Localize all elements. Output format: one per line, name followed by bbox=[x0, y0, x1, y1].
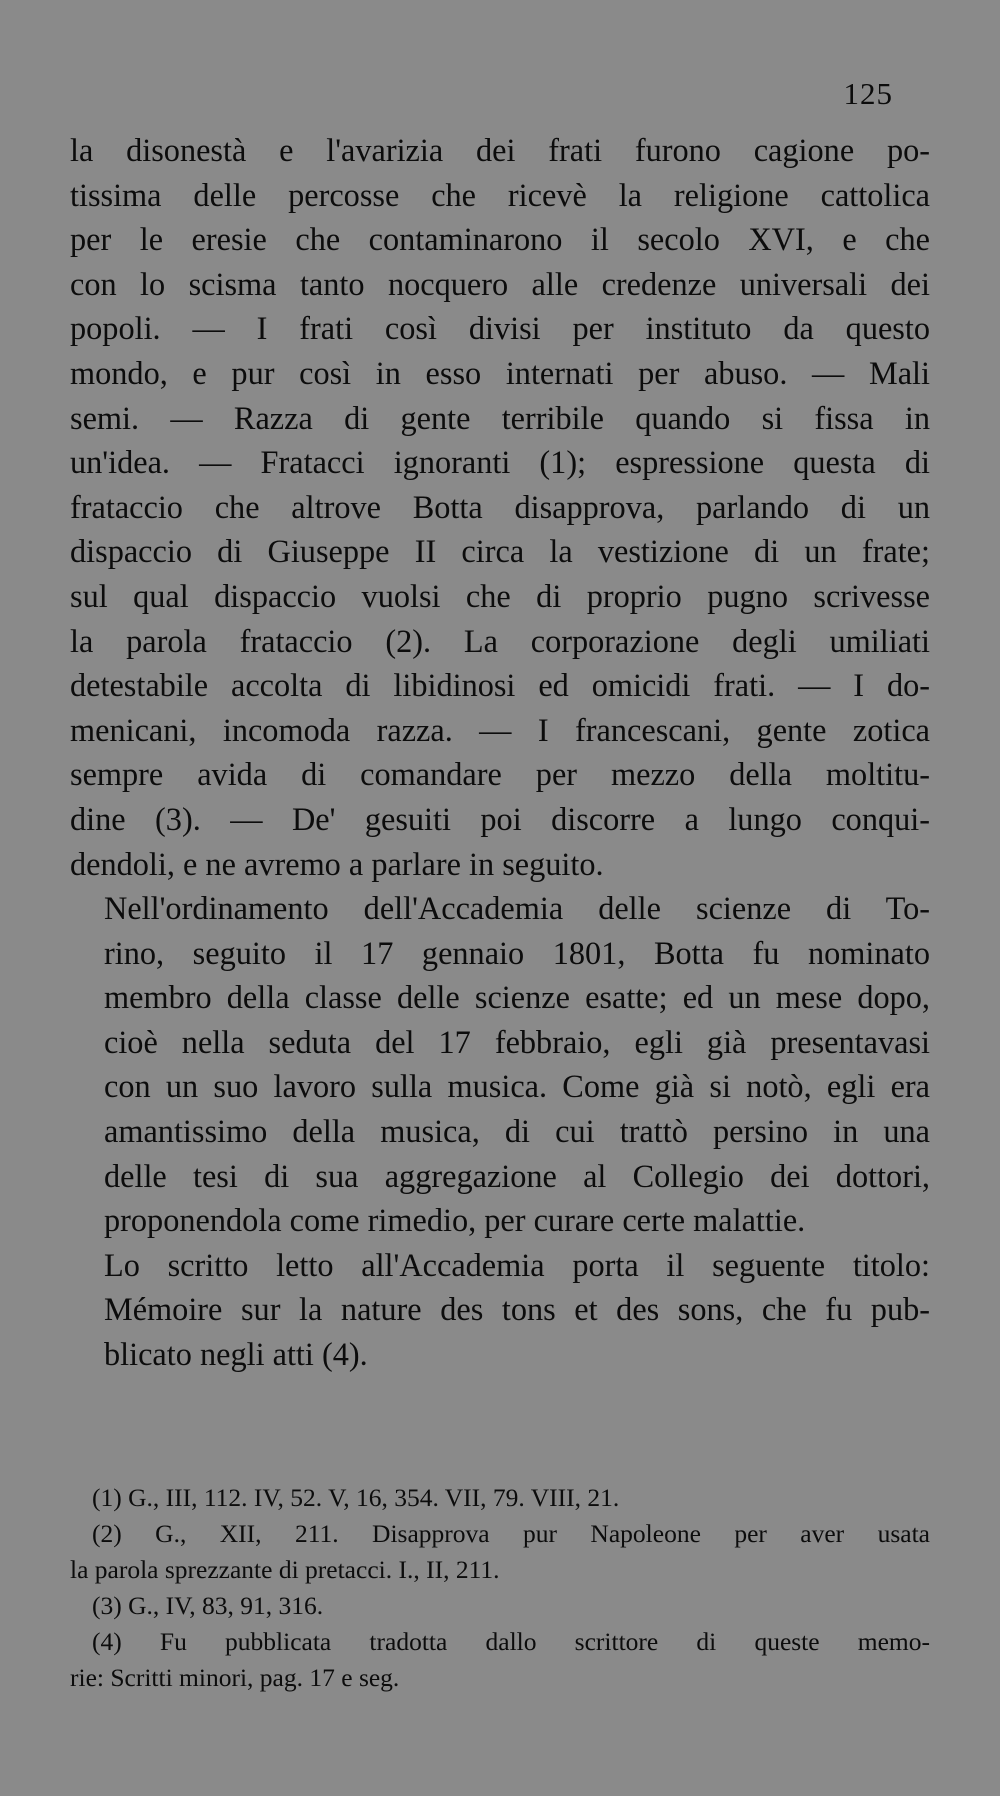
footnote-line: (3) G., IV, 83, 91, 316. bbox=[92, 1591, 324, 1620]
text-line: con un suo lavoro sulla musica. Come già si notò, egli era bbox=[104, 1068, 930, 1105]
text-line: popoli. — I frati così divisi per instituto da questo bbox=[70, 310, 930, 347]
text-line: un'idea. — Fratacci ignoranti (1); espressione questa di bbox=[70, 444, 930, 481]
footnote-4 bbox=[70, 1624, 930, 1696]
footnote-line: (2) G., XII, 211. Disapprova pur Napoleone per aver usata bbox=[92, 1519, 930, 1548]
text-line: rino, seguito il 17 gennaio 1801, Botta fu nominato bbox=[104, 934, 930, 971]
text-line: amantissimo della musica, di cui trattò persino in una bbox=[104, 1113, 930, 1150]
text-line: semi. — Razza di gente terribile quando si fissa in bbox=[70, 399, 930, 436]
text-line: dendoli, e ne avremo a parlare in seguito. bbox=[70, 845, 604, 882]
footnote-1 bbox=[70, 1480, 930, 1516]
footnote-line: (1) G., III, 112. IV, 52. V, 16, 354. VII, 79. VIII, 21. bbox=[92, 1483, 620, 1512]
text-line: la parola frataccio (2). La corporazione degli umiliati bbox=[70, 622, 930, 659]
text-line: membro della classe delle scienze esatte; ed un mese dopo, bbox=[104, 979, 930, 1016]
text-line: Lo scritto letto all'Accademia porta il seguente titolo: bbox=[104, 1246, 930, 1283]
text-line: Mémoire sur la nature des tons et des sons, che fu pub- bbox=[104, 1291, 930, 1328]
text-line: con lo scisma tanto nocquero alle credenze universali dei bbox=[70, 265, 930, 302]
footnote-line: (4) Fu pubblicata tradotta dallo scrittore di queste memo- bbox=[92, 1627, 930, 1656]
paragraph-1 bbox=[70, 128, 930, 886]
footnote-3 bbox=[70, 1588, 930, 1624]
footnote-2 bbox=[70, 1516, 930, 1588]
page-number: 125 bbox=[843, 76, 893, 111]
text-line: delle tesi di sua aggregazione al Collegio dei dottori, bbox=[104, 1157, 930, 1194]
text-line: Nell'ordinamento dell'Accademia delle scienze di To- bbox=[104, 890, 930, 927]
text-line: per le eresie che contaminarono il secolo XVI, e che bbox=[70, 221, 930, 258]
footnote-line: rie: Scritti minori, pag. 17 e seg. bbox=[70, 1663, 400, 1692]
footnote-line: la parola sprezzante di pretacci. I., II, 211. bbox=[70, 1555, 500, 1584]
text-line: blicato negli atti (4). bbox=[104, 1336, 368, 1373]
text-line: dispaccio di Giuseppe II circa la vestizione di un frate; bbox=[70, 533, 930, 570]
text-line: dine (3). — De' gesuiti poi discorre a lungo conqui- bbox=[70, 800, 930, 837]
text-line: cioè nella seduta del 17 febbraio, egli già presentavasi bbox=[104, 1023, 930, 1060]
text-line: frataccio che altrove Botta disapprova, parlando di un bbox=[70, 488, 930, 525]
body-text bbox=[70, 128, 930, 1377]
text-line: la disonestà e l'avarizia dei frati furono cagione po- bbox=[70, 132, 930, 168]
text-line: sempre avida di comandare per mezzo della moltitu- bbox=[70, 756, 930, 793]
footnotes bbox=[70, 1480, 930, 1696]
text-line: mondo, e pur così in esso internati per abuso. — Mali bbox=[70, 354, 930, 391]
text-line: proponendola come rimedio, per curare certe malattie. bbox=[104, 1202, 806, 1239]
paragraph-3 bbox=[70, 1243, 930, 1377]
text-line: menicani, incomoda razza. — I francescani, gente zotica bbox=[70, 711, 930, 748]
text-line: detestabile accolta di libidinosi ed omicidi frati. — I do- bbox=[70, 667, 930, 704]
text-line: sul qual dispaccio vuolsi che di proprio pugno scrivesse bbox=[70, 577, 930, 614]
paragraph-2 bbox=[70, 886, 930, 1243]
text-line: tissima delle percosse che ricevè la religione cattolica bbox=[70, 176, 930, 213]
